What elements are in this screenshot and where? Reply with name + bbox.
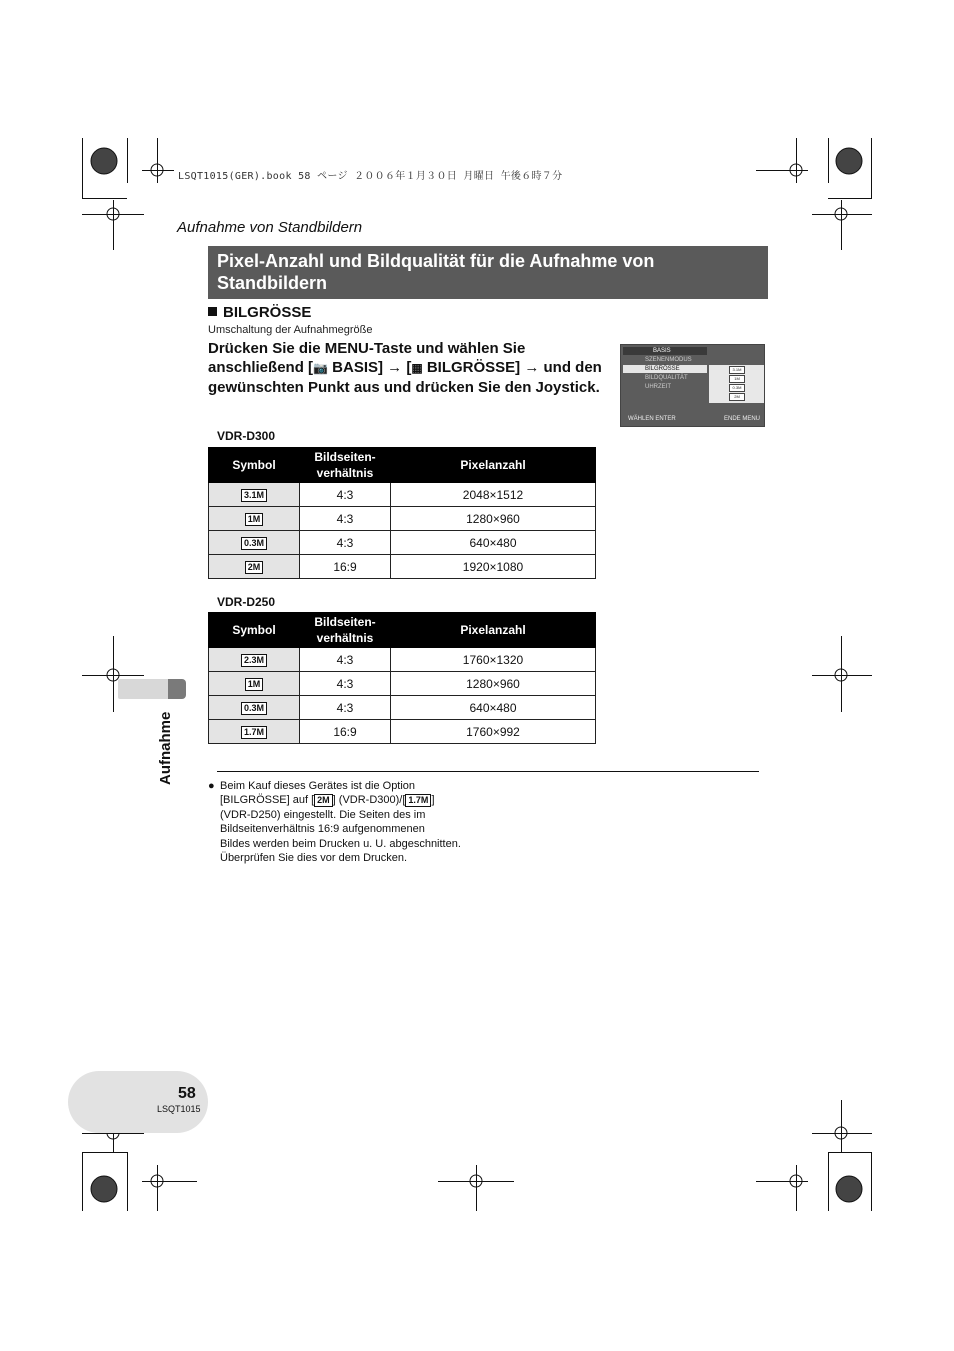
menu-header: BASIS	[623, 347, 707, 355]
instruction-part3: BILGRÖSSE] → und den gewünschten Punkt aus und drücken Sie den Joystick.	[208, 359, 602, 396]
divider	[217, 771, 759, 772]
pixels-cell: 1280×960	[391, 672, 596, 696]
col-header-symbol: Symbol	[209, 448, 300, 483]
ratio-cell: 4:3	[300, 531, 391, 555]
menu-screenshot	[620, 344, 765, 427]
spec-table-d300	[208, 447, 596, 579]
section-header: Aufnahme von Standbildern	[177, 219, 363, 236]
footnote-text: ]	[431, 794, 435, 807]
subheading-text: BILGRÖSSE	[223, 304, 312, 321]
menu-footer	[628, 416, 760, 422]
print-header: LSQT1015(GER).book 58 ページ ２００６年１月３０日 月曜日 午後６時７分	[178, 171, 563, 182]
camera-icon: 📷	[313, 361, 328, 375]
footnote-line: Bildseitenverhältnis 16:9 aufgenommenen	[220, 823, 425, 836]
instruction-text	[208, 339, 618, 397]
page-number: 58	[178, 1085, 196, 1102]
symbol-cell	[209, 672, 300, 696]
spec-table-d250	[208, 612, 596, 744]
resolution-icon: 0.3M	[241, 702, 267, 715]
footnote-text: ] (VDR-D300)/[	[332, 794, 406, 807]
menu-item: SZENENMODUS	[645, 357, 692, 363]
menu-item: BILDQUALITÄT	[645, 375, 688, 381]
table-row	[209, 531, 596, 555]
symbol-cell	[209, 648, 300, 672]
symbol-cell	[209, 483, 300, 507]
chapter-tab-marker	[168, 679, 186, 699]
col-header-ratio-text: Bildseiten- verhältnis	[314, 615, 376, 645]
table-row	[209, 720, 596, 744]
col-header-ratio	[300, 448, 391, 483]
menu-option: 3.1M	[729, 366, 745, 374]
col-header-symbol: Symbol	[209, 613, 300, 648]
instruction-part1: Drücken Sie die MENU-Taste und wählen Sie anschließend [	[208, 340, 526, 376]
symbol-cell	[209, 720, 300, 744]
table-row	[209, 672, 596, 696]
chapter-tab	[118, 679, 168, 699]
symbol-cell	[209, 555, 300, 579]
table-row	[209, 555, 596, 579]
pixels-cell: 1280×960	[391, 507, 596, 531]
footnote-text: [BILGRÖSSE] auf [	[220, 794, 315, 807]
pixels-cell: 640×480	[391, 696, 596, 720]
ratio-cell: 4:3	[300, 696, 391, 720]
resolution-icon: 1M	[245, 513, 264, 526]
square-bullet-icon	[208, 307, 217, 316]
col-header-pixels: Pixelanzahl	[391, 448, 596, 483]
chapter-label: Aufnahme	[157, 711, 174, 785]
grid-icon: ▦	[411, 361, 423, 375]
menu-item-selected: BILGRÖSSE	[623, 365, 707, 373]
subheading	[208, 304, 311, 321]
footnote	[208, 779, 508, 865]
menu-footer-right: ENDE MENU	[723, 416, 760, 422]
pixels-cell: 1760×992	[391, 720, 596, 744]
footnote-line: Überprüfen Sie dies vor dem Drucken.	[220, 852, 408, 865]
model-label: VDR-D250	[217, 595, 276, 609]
footnote-line	[220, 793, 508, 807]
table-row	[209, 483, 596, 507]
ratio-cell: 4:3	[300, 672, 391, 696]
menu-option: 2M	[729, 393, 745, 401]
menu-footer-left: WÄHLEN ENTER	[628, 416, 676, 422]
ratio-cell: 4:3	[300, 507, 391, 531]
resolution-icon: 1.7M	[405, 794, 431, 807]
footnote-line: Beim Kauf dieses Gerätes ist die Option	[220, 780, 416, 792]
pixels-cell: 1920×1080	[391, 555, 596, 579]
page-code: LSQT1015	[157, 1104, 201, 1114]
subheading-note: Umschaltung der Aufnahmegröße	[208, 324, 373, 336]
ratio-cell: 4:3	[300, 483, 391, 507]
col-header-ratio	[300, 613, 391, 648]
resolution-icon: 3.1M	[241, 489, 267, 502]
resolution-icon: 1M	[245, 678, 264, 691]
table-row	[209, 507, 596, 531]
resolution-icon: 2.3M	[241, 654, 267, 667]
menu-item: UHRZEIT	[645, 384, 671, 390]
table-row	[209, 696, 596, 720]
bullet-icon: ●	[208, 780, 215, 792]
pixels-cell: 640×480	[391, 531, 596, 555]
col-header-ratio-text: Bildseiten- verhältnis	[314, 450, 376, 480]
col-header-pixels: Pixelanzahl	[391, 613, 596, 648]
pixels-cell: 2048×1512	[391, 483, 596, 507]
menu-option: 1M	[729, 375, 745, 383]
ratio-cell: 16:9	[300, 555, 391, 579]
symbol-cell	[209, 696, 300, 720]
page-title: Pixel-Anzahl und Bildqualität für die Aufnahme von Standbildern	[208, 246, 768, 299]
footnote-line: (VDR-D250) eingestellt. Die Seiten des im	[220, 808, 426, 821]
resolution-icon: 2M	[245, 561, 264, 574]
resolution-icon: 1.7M	[241, 726, 267, 739]
ratio-cell: 16:9	[300, 720, 391, 744]
resolution-icon: 0.3M	[241, 537, 267, 550]
ratio-cell: 4:3	[300, 648, 391, 672]
symbol-cell	[209, 531, 300, 555]
menu-option: 0.3M	[729, 384, 745, 392]
instruction-part2: BASIS] → [	[327, 359, 412, 376]
model-label: VDR-D300	[217, 429, 276, 443]
footnote-line: Bildes werden beim Drucken u. U. abgeschnitten.	[220, 837, 461, 850]
symbol-cell	[209, 507, 300, 531]
pixels-cell: 1760×1320	[391, 648, 596, 672]
resolution-icon: 2M	[314, 794, 333, 807]
table-row	[209, 648, 596, 672]
